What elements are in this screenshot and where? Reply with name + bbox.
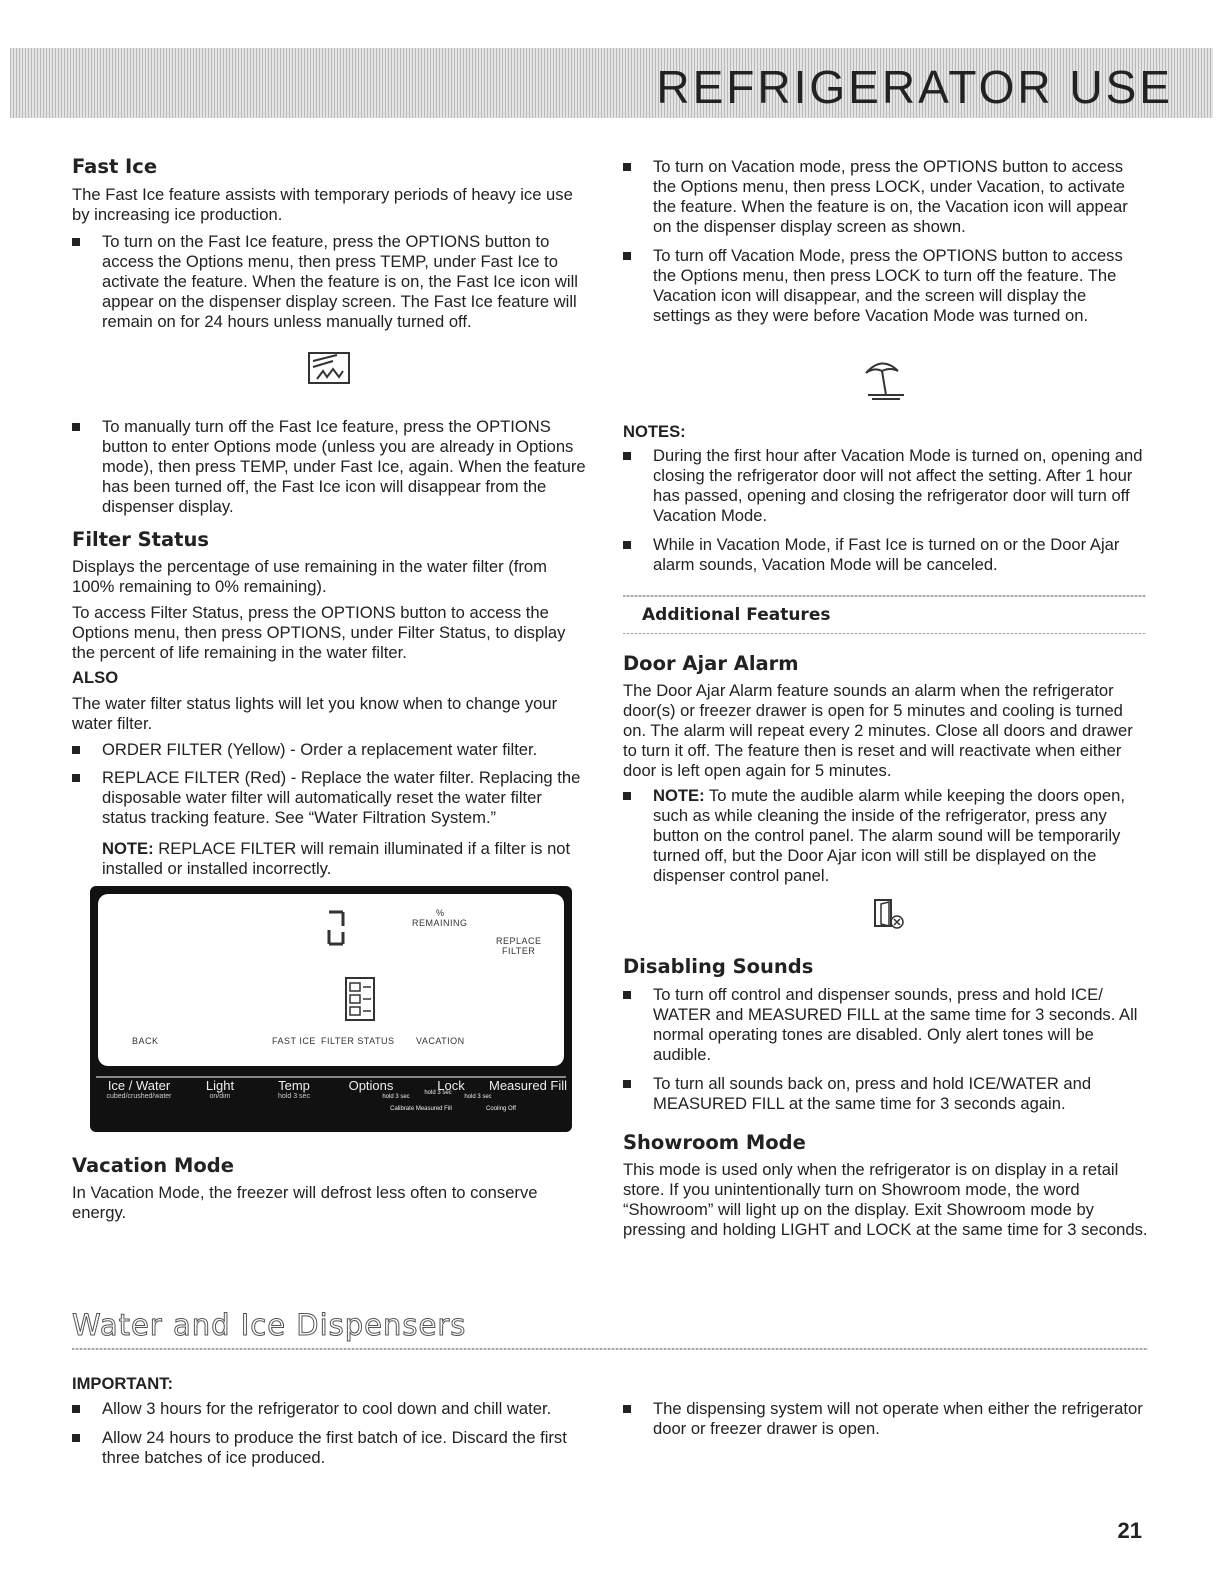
control-panel-figure xyxy=(90,886,572,1132)
list-item: To turn on the Fast Ice feature, press the OPTIONS button to access the Options menu, then press TEMP, under Fast Ice to activate the feature. When the feature is on, the Fast Ice icon will appear on the dispenser display screen. The Fast Ice feature will remain on for 24 hours unless manually turned off. xyxy=(72,232,590,332)
note-text: To mute the audible alarm while keeping the doors open, such as while cleaning the inside of the refrigerator, press any button on the control panel. The alarm sound will be temporarily turned off, but the Door Ajar icon will still be displayed on the dispenser control panel. xyxy=(653,786,1125,885)
vacation-intro: In Vacation Mode, the freezer will defrost less often to conserve energy. xyxy=(72,1183,538,1222)
hold-label-1: hold 3 sec xyxy=(382,1094,410,1100)
list-item: The dispensing system will not operate when either the refrigerator door or freezer drawer is open. xyxy=(623,1399,1148,1439)
door-ajar-list xyxy=(623,786,1148,886)
door-ajar-icon xyxy=(873,898,905,930)
filter-status-p3: The water filter status lights will let you know when to change your water filter. xyxy=(72,694,558,733)
fast-ice-list xyxy=(72,232,590,332)
note-label: NOTE: xyxy=(653,786,705,805)
fast-ice-list-2 xyxy=(72,417,590,517)
display-screen xyxy=(98,894,564,1066)
list-item: REPLACE FILTER (Red) - Replace the water filter. Replacing the disposable water filter will automatically reset the water filter status tracking feature. See “Water Filtration System.” xyxy=(72,768,590,828)
additional-features-label: Additional Features xyxy=(642,605,831,625)
temp-button[interactable] xyxy=(266,1078,322,1100)
measured-fill-button[interactable] xyxy=(486,1078,570,1093)
also-label: ALSO xyxy=(72,668,119,687)
button-label: Light xyxy=(205,1078,235,1093)
filter-note xyxy=(102,839,582,879)
list-item: Allow 3 hours for the refrigerator to cool down and chill water. xyxy=(72,1399,590,1419)
list-item: To turn off control and dispenser sounds, press and hold ICE/ WATER and MEASURED FILL at the same time for 3 seconds. All normal operating tones are disabled. Only alert tones will be audible. xyxy=(623,985,1148,1065)
vacation-icon xyxy=(862,355,906,401)
notes-heading: NOTES: xyxy=(623,422,686,441)
list-item: ORDER FILTER (Yellow) - Order a replacement water filter. xyxy=(72,740,590,760)
filter-status-list xyxy=(72,740,590,828)
light-button[interactable] xyxy=(192,1078,248,1100)
notes-list xyxy=(623,446,1148,575)
note-text: REPLACE FILTER will remain illuminated if a filter is not installed or installed incorrectly. xyxy=(102,839,571,878)
list-item: To manually turn off the Fast Ice feature, press the OPTIONS button to enter Options mode (unless you are already in Options mode), then press TEMP, under Fast Ice, again. When the feature has been turned off, the Fast Ice icon will disappear from the dispenser display. xyxy=(72,417,590,517)
button-sublabel: on/dim xyxy=(209,1093,231,1100)
list-item: Allow 24 hours to produce the first batch of ice. Discard the first three batches of ice produced. xyxy=(72,1428,590,1468)
list-item xyxy=(623,786,1148,886)
showroom-p1: This mode is used only when the refrigerator is on display in a retail store. If you unintentionally turn on Showroom mode, the word “Showroom” will light up on the display. Exit Showroom mode by pressing and holding LIGHT and LOCK at the same time for 3 seconds. xyxy=(623,1160,1148,1239)
showroom-heading: Showroom Mode xyxy=(623,1131,806,1154)
vacation-list xyxy=(623,157,1148,326)
door-ajar-heading: Door Ajar Alarm xyxy=(623,652,799,675)
options-button[interactable] xyxy=(341,1078,401,1093)
disabling-sounds-heading: Disabling Sounds xyxy=(623,955,814,978)
back-label: BACK xyxy=(132,1036,159,1046)
calibrate-label: Calibrate Measured Fill xyxy=(390,1106,452,1112)
digit-display xyxy=(326,910,346,948)
fast-ice-intro: The Fast Ice feature assists with temporary periods of heavy ice use by increasing ice production. xyxy=(72,185,573,224)
replace-label: REPLACE xyxy=(496,936,542,946)
button-sublabel: cubed/crushed/water xyxy=(106,1093,172,1100)
button-sublabel: hold 3 sec xyxy=(278,1093,310,1100)
hold-label-2: hold 3 sec xyxy=(424,1090,452,1096)
remaining-label: REMAINING xyxy=(412,918,468,928)
list-item: To turn off Vacation Mode, press the OPTIONS button to access the Options menu, then press LOCK to turn off the feature. The Vacation icon will disappear, and the screen will display the settings as they were before Vacation Mode was turned on. xyxy=(623,246,1148,326)
door-ajar-p1: The Door Ajar Alarm feature sounds an alarm when the refrigerator door(s) or freezer drawer is open for 5 minutes and cooling is turned on. The alarm will repeat every 2 minutes. Close all doors and drawer to turn it off. The feature then is reset and will reactivate when either door is left open again for 5 minutes. xyxy=(623,681,1133,780)
page-header-title: REFRIGERATOR USE xyxy=(656,61,1173,113)
panel-buttons xyxy=(96,1068,566,1124)
percent-label: % xyxy=(436,908,445,918)
button-label: Ice / Water xyxy=(107,1078,171,1093)
filter-status-p1: Displays the percentage of use remaining in the water filter (from 100% remaining to 0% remaining). xyxy=(72,557,547,596)
hold-label-3: hold 3 sec xyxy=(464,1094,492,1100)
fast-ice-heading: Fast Ice xyxy=(72,155,158,178)
button-label: Options xyxy=(348,1078,394,1093)
disabling-sounds-list xyxy=(623,985,1148,1114)
button-label: Measured Fill xyxy=(488,1078,568,1093)
dispensers-list-2 xyxy=(623,1399,1148,1439)
fast-ice-label: FAST ICE xyxy=(272,1036,316,1046)
list-item: During the first hour after Vacation Mode is turned on, opening and closing the refrigerator door will not affect the setting. After 1 hour has passed, opening and closing the refrigerator door will turn off Vacation Mode. xyxy=(623,446,1148,526)
dispensers-list xyxy=(72,1399,590,1468)
button-label: Lock xyxy=(437,1078,465,1093)
filter-status-heading: Filter Status xyxy=(72,528,209,551)
fast-ice-icon xyxy=(307,351,355,385)
note-label: NOTE: xyxy=(102,839,154,858)
divider xyxy=(623,595,1146,597)
cooling-off-label: Cooling Off xyxy=(486,1106,516,1112)
list-item: To turn all sounds back on, press and hold ICE/WATER and MEASURED FILL at the same time for 3 seconds again. xyxy=(623,1074,1148,1114)
important-label: IMPORTANT: xyxy=(72,1374,174,1393)
list-item: To turn on Vacation mode, press the OPTIONS button to access the Options menu, then press LOCK, under Vacation, to activate the feature. When the feature is on, the Vacation icon will appear on the dispenser display screen as shown. xyxy=(623,157,1148,237)
filter-status-icon xyxy=(344,976,378,1022)
button-divider xyxy=(96,1068,566,1078)
page-number: 21 xyxy=(1117,1518,1142,1543)
button-label: Temp xyxy=(278,1078,310,1093)
list-item: While in Vacation Mode, if Fast Ice is turned on or the Door Ajar alarm sounds, Vacation Mode will be canceled. xyxy=(623,535,1148,575)
header-banner xyxy=(10,48,1213,118)
divider xyxy=(623,633,1146,634)
filter-label: FILTER xyxy=(502,946,536,956)
ice-water-button[interactable] xyxy=(102,1078,176,1100)
divider xyxy=(72,1348,1148,1350)
vacation-heading: Vacation Mode xyxy=(72,1154,234,1177)
filter-status-p2: To access Filter Status, press the OPTIONS button to access the Options menu, then press OPTIONS, under Filter Status, to display the percent of life remaining in the water filter. xyxy=(72,603,566,662)
vacation-label: VACATION xyxy=(416,1036,465,1046)
filter-status-label: FILTER STATUS xyxy=(321,1036,395,1046)
dispensers-title: Water and Ice Dispensers xyxy=(72,1308,467,1342)
